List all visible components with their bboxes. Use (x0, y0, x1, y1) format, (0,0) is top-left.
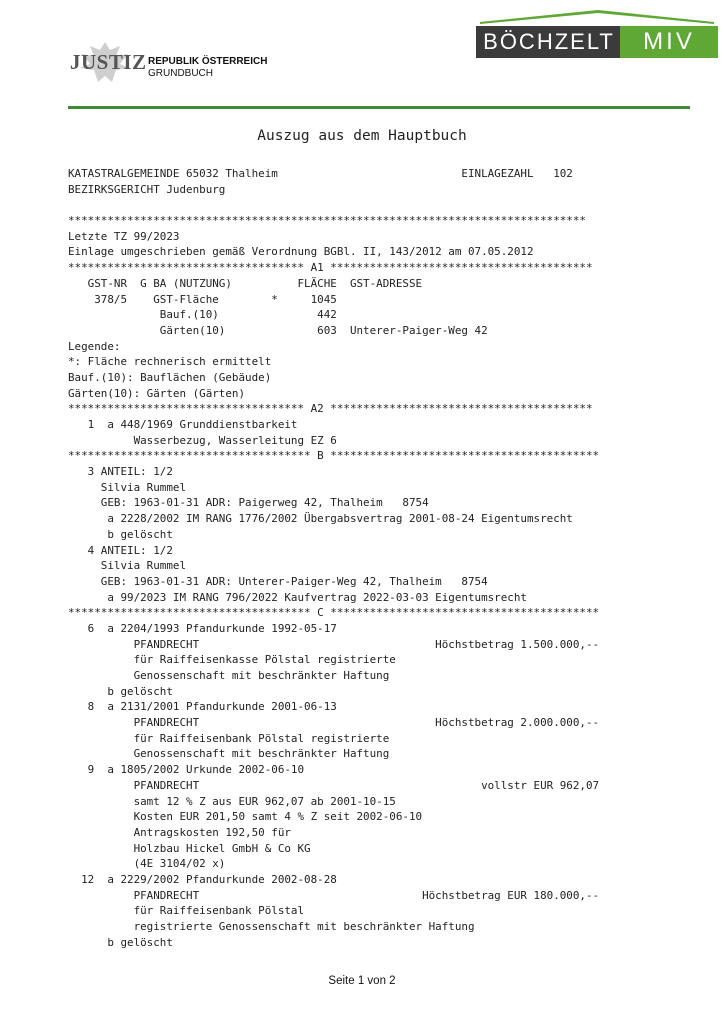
republik-label: REPUBLIK ÖSTERREICH (148, 56, 268, 67)
text-line: registrierte Genossenschaft mit beschränkter Haftung (68, 920, 475, 933)
text-line: für Raiffeisenkasse Pölstal registrierte (68, 653, 396, 667)
text-line: 8 a 2131/2001 Pfandurkunde 2001-06-13 (68, 700, 337, 714)
text-line: a 99/2023 IM RANG 796/2022 Kaufvertrag 2022-03-03 Eigentumsrecht (68, 590, 527, 604)
text-line: Gärten(10) 603 Unterer-Paiger-Weg 42 (68, 323, 488, 337)
text-line: PFANDRECHT Höchstbetrag 1.500.000,-- (68, 637, 600, 651)
text-line: Bauf.(10) 442 (68, 308, 337, 322)
text-line: Legende: (68, 339, 121, 353)
logo-left-text: BÖCHZELT (476, 26, 622, 58)
text-line: Silvia Rummel (68, 559, 187, 573)
text-line: GEB: 1963-01-31 ADR: Unterer-Paiger-Weg 42, Thalheim 8754 (68, 574, 488, 588)
text-line: Silvia Rummel (68, 480, 187, 494)
text-line: BEZIRKSGERICHT Judenburg (68, 182, 226, 196)
header-divider (68, 106, 690, 109)
page-number: Seite 1 von 2 (328, 975, 396, 987)
roof-icon (476, 8, 718, 26)
text-line: Letzte TZ 99/2023 (68, 229, 180, 243)
text-line: (4E 3104/02 x) (68, 857, 226, 871)
text-line: 3 ANTEIL: 1/2 (68, 465, 173, 479)
text-line: 6 a 2204/1993 Pfandurkunde 1992-05-17 (68, 621, 337, 635)
text-line: Holzbau Hickel GmbH & Co KG (68, 841, 311, 855)
text-line: Wasserbezug, Wasserleitung EZ 6 (68, 433, 337, 447)
company-logo (476, 8, 718, 70)
text-line: Genossenschaft mit beschränkter Haftung (68, 747, 390, 761)
text-line: Genossenschaft mit beschränkter Haftung (68, 669, 390, 682)
text-line: Gärten(10): Gärten (Gärten) (68, 386, 246, 400)
text-line: ************************************* C ***************************************** (68, 606, 600, 620)
text-line: 9 a 1805/2002 Urkunde 2002-06-10 (68, 763, 305, 777)
justiz-logo (70, 40, 147, 84)
text-line: b gelöscht (68, 935, 173, 949)
text-line: a 2228/2002 IM RANG 1776/2002 Übergabsvertrag 2001-08-24 Eigentumsrecht (68, 512, 573, 526)
text-line: PFANDRECHT vollstr EUR 962,07 (68, 778, 600, 792)
text-line: b gelöscht (68, 527, 173, 541)
text-line: Kosten EUR 201,50 samt 4 % Z seit 2002-06-10 (68, 810, 423, 824)
text-line: Einlage umgeschrieben gemäß Verordnung BGBl. II, 143/2012 am 07.05.2012 (68, 245, 534, 259)
text-line: b gelöscht (68, 684, 173, 698)
text-line: KATASTRALGEMEINDE 65032 Thalheim EINLAGEZAHL 102 (68, 167, 573, 180)
justiz-wordmark: JUSTIZ (70, 50, 147, 74)
grundbuch-label: GRUNDBUCH (148, 68, 213, 79)
text-line: GEB: 1963-01-31 ADR: Paigerweg 42, Thalheim 8754 (68, 496, 429, 510)
text-line: 12 a 2229/2002 Pfandurkunde 2002-08-28 (68, 872, 337, 886)
logo-right-text: MIV (620, 26, 718, 58)
document-title: Auszug aus dem Hauptbuch (257, 128, 467, 144)
text-line: PFANDRECHT Höchstbetrag 2.000.000,-- (68, 716, 600, 730)
text-line: ************************************ A1 **************************************** (68, 261, 593, 275)
text-line: PFANDRECHT Höchstbetrag EUR 180.000,-- (68, 888, 600, 902)
text-line: Antragskosten 192,50 für (68, 825, 291, 839)
register-extract (68, 166, 668, 950)
text-line: Bauf.(10): Bauflächen (Gebäude) (68, 370, 272, 384)
text-line: ************************************* B ***************************************** (68, 449, 600, 463)
text-line: ************************************ A2 **************************************** (68, 402, 593, 416)
text-line: 4 ANTEIL: 1/2 (68, 543, 173, 557)
text-line: für Raiffeisenbank Pölstal registrierte (68, 731, 390, 745)
text-line: 378/5 GST-Fläche * 1045 (68, 292, 337, 306)
text-line: GST-NR G BA (NUTZUNG) FLÄCHE GST-ADRESSE (68, 276, 423, 290)
text-line: 1 a 448/1969 Grunddienstbarkeit (68, 418, 298, 431)
text-line: ******************************************************************************* (68, 214, 586, 228)
text-line: *: Fläche rechnerisch ermittelt (68, 355, 272, 369)
text-line: für Raiffeisenbank Pölstal (68, 904, 305, 918)
text-line: samt 12 % Z aus EUR 962,07 ab 2001-10-15 (68, 794, 396, 808)
text-line (68, 197, 668, 213)
issuer-block (148, 56, 267, 80)
